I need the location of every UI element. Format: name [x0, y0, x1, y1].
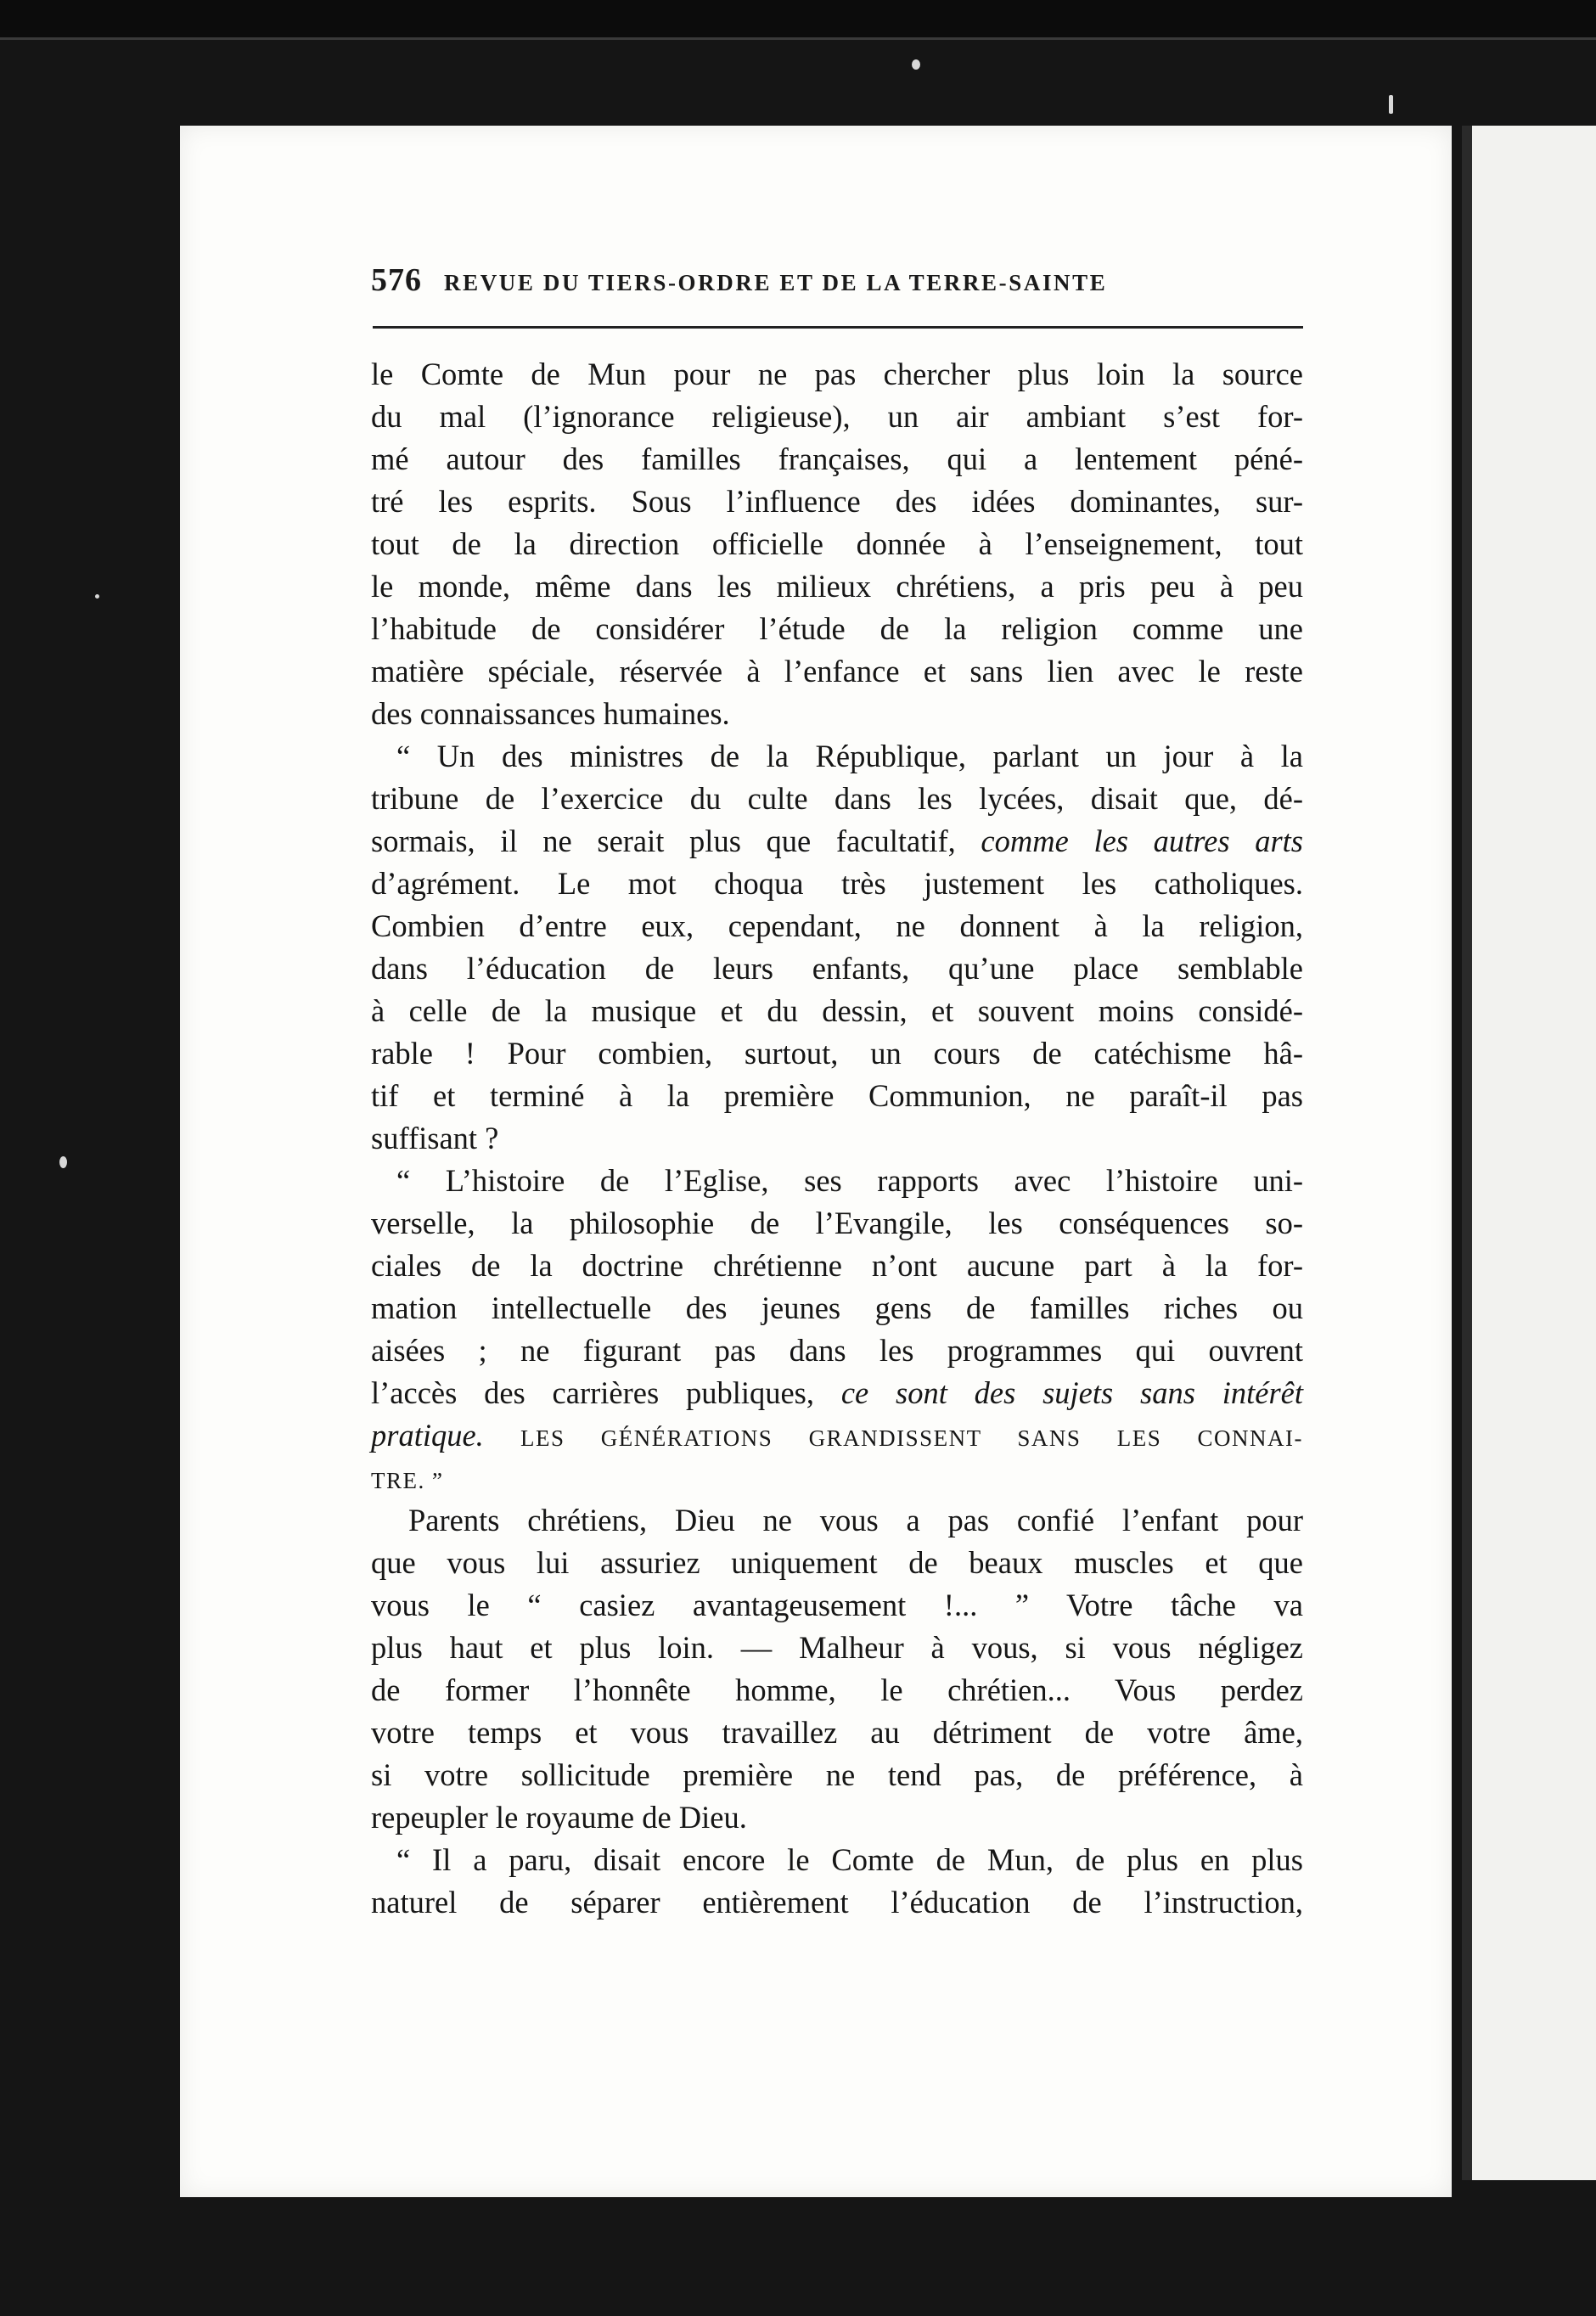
- text-line: votre temps et vous travaillez au détriment de votre âme,: [371, 1715, 1303, 1750]
- text-line: tré les esprits. Sous l’influence des idées dominantes, sur-: [371, 484, 1303, 519]
- smallcaps-span: TRE. ”: [371, 1468, 444, 1493]
- text-line: tribune de l’exercice du culte dans les lycées, disait que, dé-: [371, 781, 1303, 816]
- text-line: d’agrément. Le mot choqua très justement les catholiques.: [371, 866, 1303, 901]
- dust-speck: [95, 594, 99, 599]
- text-line: [371, 1372, 1303, 1414]
- book-page: [180, 126, 1452, 2197]
- text-line: plus haut et plus loin. — Malheur à vous, si vous négligez: [371, 1630, 1303, 1665]
- text-line: mation intellectuelle des jeunes gens de familles riches ou: [371, 1290, 1303, 1325]
- scanner-top-line: [0, 37, 1596, 40]
- journal-title: REVUE DU TIERS-ORDRE ET DE LA TERRE-SAINTE: [444, 270, 1108, 295]
- text-line: aisées ; ne figurant pas dans les programmes qui ouvrent: [371, 1333, 1303, 1368]
- adjacent-page-edge: [1462, 126, 1596, 2180]
- text-line: [371, 1414, 1303, 1457]
- text-line: de former l’honnête homme, le chrétien... Vous perdez: [371, 1672, 1303, 1707]
- text-line: “ Il a paru, disait encore le Comte de Mun, de plus en plus: [396, 1842, 1303, 1877]
- text-line: mé autour des familles françaises, qui a lentement péné-: [371, 441, 1303, 476]
- text-span: sormais, il ne serait plus que facultatif,: [371, 824, 956, 858]
- text-span: l’accès des carrières publiques,: [371, 1375, 815, 1410]
- text-line: [371, 820, 1303, 863]
- text-line: verselle, la philosophie de l’Evangile, les conséquences so-: [371, 1206, 1303, 1240]
- text-line: si votre sollicitude première ne tend pas, de préférence, à: [371, 1757, 1303, 1792]
- text-line: le Comte de Mun pour ne pas chercher plus loin la source: [371, 357, 1303, 391]
- text-line: dans l’éducation de leurs enfants, qu’une place semblable: [371, 951, 1303, 986]
- text-line: Combien d’entre eux, cependant, ne donnent à la religion,: [371, 908, 1303, 943]
- italic-span: ce sont des sujets sans intérêt: [840, 1375, 1303, 1410]
- text-line: à celle de la musique et du dessin, et souvent moins considé-: [371, 993, 1303, 1028]
- dust-speck: [1389, 95, 1393, 114]
- body-text: [371, 353, 1303, 1924]
- page-number: 576: [371, 262, 422, 298]
- text-line: “ L’histoire de l’Eglise, ses rapports avec l’histoire uni-: [396, 1163, 1303, 1198]
- header-rule: [373, 326, 1303, 329]
- running-head: [371, 261, 1303, 306]
- text-line: du mal (l’ignorance religieuse), un air ambiant s’est for-: [371, 399, 1303, 434]
- italic-span: pratique.: [371, 1418, 484, 1453]
- text-line: naturel de séparer entièrement l’éducation de l’instruction,: [371, 1885, 1303, 1920]
- text-line: Parents chrétiens, Dieu ne vous a pas confié l’enfant pour: [408, 1503, 1303, 1537]
- text-line: [371, 1457, 1303, 1499]
- text-line: l’habitude de considérer l’étude de la religion comme une: [371, 611, 1303, 646]
- dust-speck: [59, 1156, 67, 1168]
- text-line: repeupler le royaume de Dieu.: [371, 1800, 747, 1835]
- text-line: tif et terminé à la première Communion, ne paraît-il pas: [371, 1078, 1303, 1113]
- text-line: le monde, même dans les milieux chrétiens, a pris peu à peu: [371, 569, 1303, 604]
- text-line: suffisant ?: [371, 1121, 499, 1155]
- text-line: vous le “ casiez avantageusement !... ” Votre tâche va: [371, 1588, 1303, 1622]
- italic-span: comme les autres arts: [981, 824, 1303, 858]
- dust-speck: [912, 59, 920, 70]
- text-line: rable ! Pour combien, surtout, un cours de catéchisme hâ-: [371, 1036, 1303, 1071]
- scanner-top-strip: [0, 0, 1596, 38]
- text-line: tout de la direction officielle donnée à l’enseignement, tout: [371, 526, 1303, 561]
- text-line: matière spéciale, réservée à l’enfance et sans lien avec le reste: [371, 654, 1303, 689]
- text-line: “ Un des ministres de la République, parlant un jour à la: [396, 739, 1303, 773]
- text-line: que vous lui assuriez uniquement de beaux muscles et que: [371, 1545, 1303, 1580]
- text-line: des connaissances humaines.: [371, 696, 730, 731]
- text-line: ciales de la doctrine chrétienne n’ont aucune part à la for-: [371, 1248, 1303, 1283]
- smallcaps-span: LES GÉNÉRATIONS GRANDISSENT SANS LES CONNAI-: [520, 1425, 1303, 1451]
